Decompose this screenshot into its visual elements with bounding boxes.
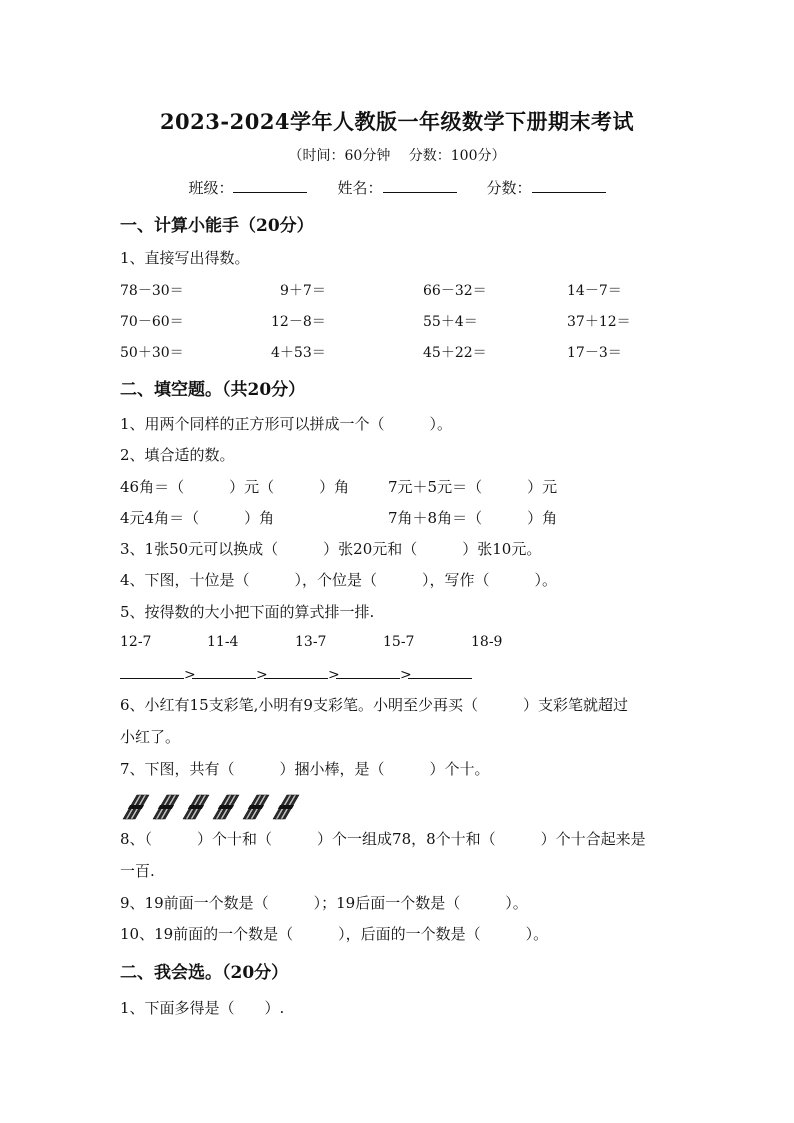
- section2-q2-row1-a: 46角＝（ ）元（ ）角: [120, 478, 350, 496]
- order-blank[interactable]: [264, 663, 328, 679]
- section3-heading: 二、我会选。（20分）: [120, 963, 289, 983]
- stick-bundle-icon: [272, 795, 300, 819]
- stick-bundle-icon: [212, 795, 240, 819]
- section2-q2: 2、填合适的数。: [120, 446, 235, 464]
- q5-expression: 15-7: [383, 634, 415, 650]
- exam-title: 2023-2024学年人教版一年级数学下册期末考试: [159, 109, 635, 134]
- name-label: 姓名：: [337, 179, 383, 197]
- section1-heading: 一、计算小能手（20分）: [120, 216, 314, 236]
- order-blank[interactable]: [336, 663, 400, 679]
- calc-item: 70－60＝: [120, 314, 184, 330]
- calc-item: 78－30＝: [120, 283, 184, 299]
- section2-q3: 3、1张50元可以换成（ ）张20元和（ ）张10元。: [120, 540, 542, 558]
- section2-q6-line2: 小红了。: [120, 728, 181, 746]
- section2-q8-line2: 一百.: [120, 862, 155, 880]
- greater-than-sign: >: [184, 667, 196, 683]
- stick-bundles-illustration: [120, 790, 310, 822]
- q5-expression: 18-9: [471, 634, 503, 650]
- greater-than-sign: >: [400, 667, 412, 683]
- calc-item: 4＋53＝: [271, 345, 326, 361]
- calc-item: 14－7＝: [567, 283, 622, 299]
- order-blank[interactable]: [192, 663, 256, 679]
- section2-q2-row1-b: 7元＋5元＝（ ）元: [388, 478, 558, 496]
- class-blank[interactable]: [233, 176, 307, 193]
- section2-q10: 10、19前面的一个数是（ ），后面的一个数是（ ）。: [120, 925, 549, 943]
- section2-q2-row2-b: 7角＋8角＝（ ）角: [388, 509, 558, 527]
- calc-item: 9＋7＝: [280, 283, 326, 299]
- class-label: 班级：: [188, 179, 234, 197]
- section2-heading: 二、填空题。（共20分）: [120, 380, 306, 400]
- section1-q1: 1、直接写出得数。: [120, 249, 250, 267]
- stick-bundle-icon: [122, 795, 150, 819]
- name-blank[interactable]: [383, 176, 457, 193]
- calc-item: 66－32＝: [423, 283, 487, 299]
- greater-than-sign: >: [328, 667, 340, 683]
- section2-q9: 9、19前面一个数是（ ）；19后面一个数是（ ）。: [120, 894, 528, 912]
- section2-q2-row2-a: 4元4角＝（ ）角: [120, 509, 275, 527]
- stick-bundle-icon: [242, 795, 270, 819]
- greater-than-sign: >: [256, 667, 268, 683]
- student-info-row: [0, 176, 794, 198]
- section2-q7: 7、下图，共有（ ）捆小棒，是（ ）个十。: [120, 760, 490, 778]
- calc-item: 37＋12＝: [567, 314, 631, 330]
- section2-q4: 4、下图，十位是（ ），个位是（ ），写作（ ）。: [120, 571, 558, 589]
- calc-item: 12－8＝: [271, 314, 326, 330]
- section2-q8-line1: 8、（ ）个十和（ ）个一组成78，8个十和（ ）个十合起来是: [120, 830, 646, 848]
- stick-bundle-icon: [152, 795, 180, 819]
- q5-expression: 11-4: [207, 634, 239, 650]
- exam-subtitle: （时间：60分钟 分数：100分）: [288, 148, 506, 164]
- section2-q1: 1、用两个同样的正方形可以拼成一个（ ）。: [120, 415, 453, 433]
- section3-q1: 1、下面多得是（ ）.: [120, 999, 285, 1017]
- score-blank[interactable]: [532, 176, 606, 193]
- score-label: 分数：: [486, 179, 532, 197]
- calc-item: 55＋4＝: [423, 314, 478, 330]
- order-blank[interactable]: [120, 663, 184, 679]
- section2-q5: 5、按得数的大小把下面的算式排一排.: [120, 603, 375, 621]
- q5-expression: 12-7: [120, 634, 152, 650]
- section2-q6-line1: 6、小红有15支彩笔,小明有9支彩笔。小明至少再买（ ）支彩笔就超过: [120, 696, 628, 714]
- calc-item: 50＋30＝: [120, 345, 184, 361]
- stick-bundles-icon: [120, 790, 310, 822]
- q5-expression: 13-7: [295, 634, 327, 650]
- calc-item: 17－3＝: [567, 345, 622, 361]
- q5-ordering-blanks: [120, 663, 472, 683]
- calc-item: 45＋22＝: [423, 345, 487, 361]
- stick-bundle-icon: [182, 795, 210, 819]
- order-blank[interactable]: [408, 663, 472, 679]
